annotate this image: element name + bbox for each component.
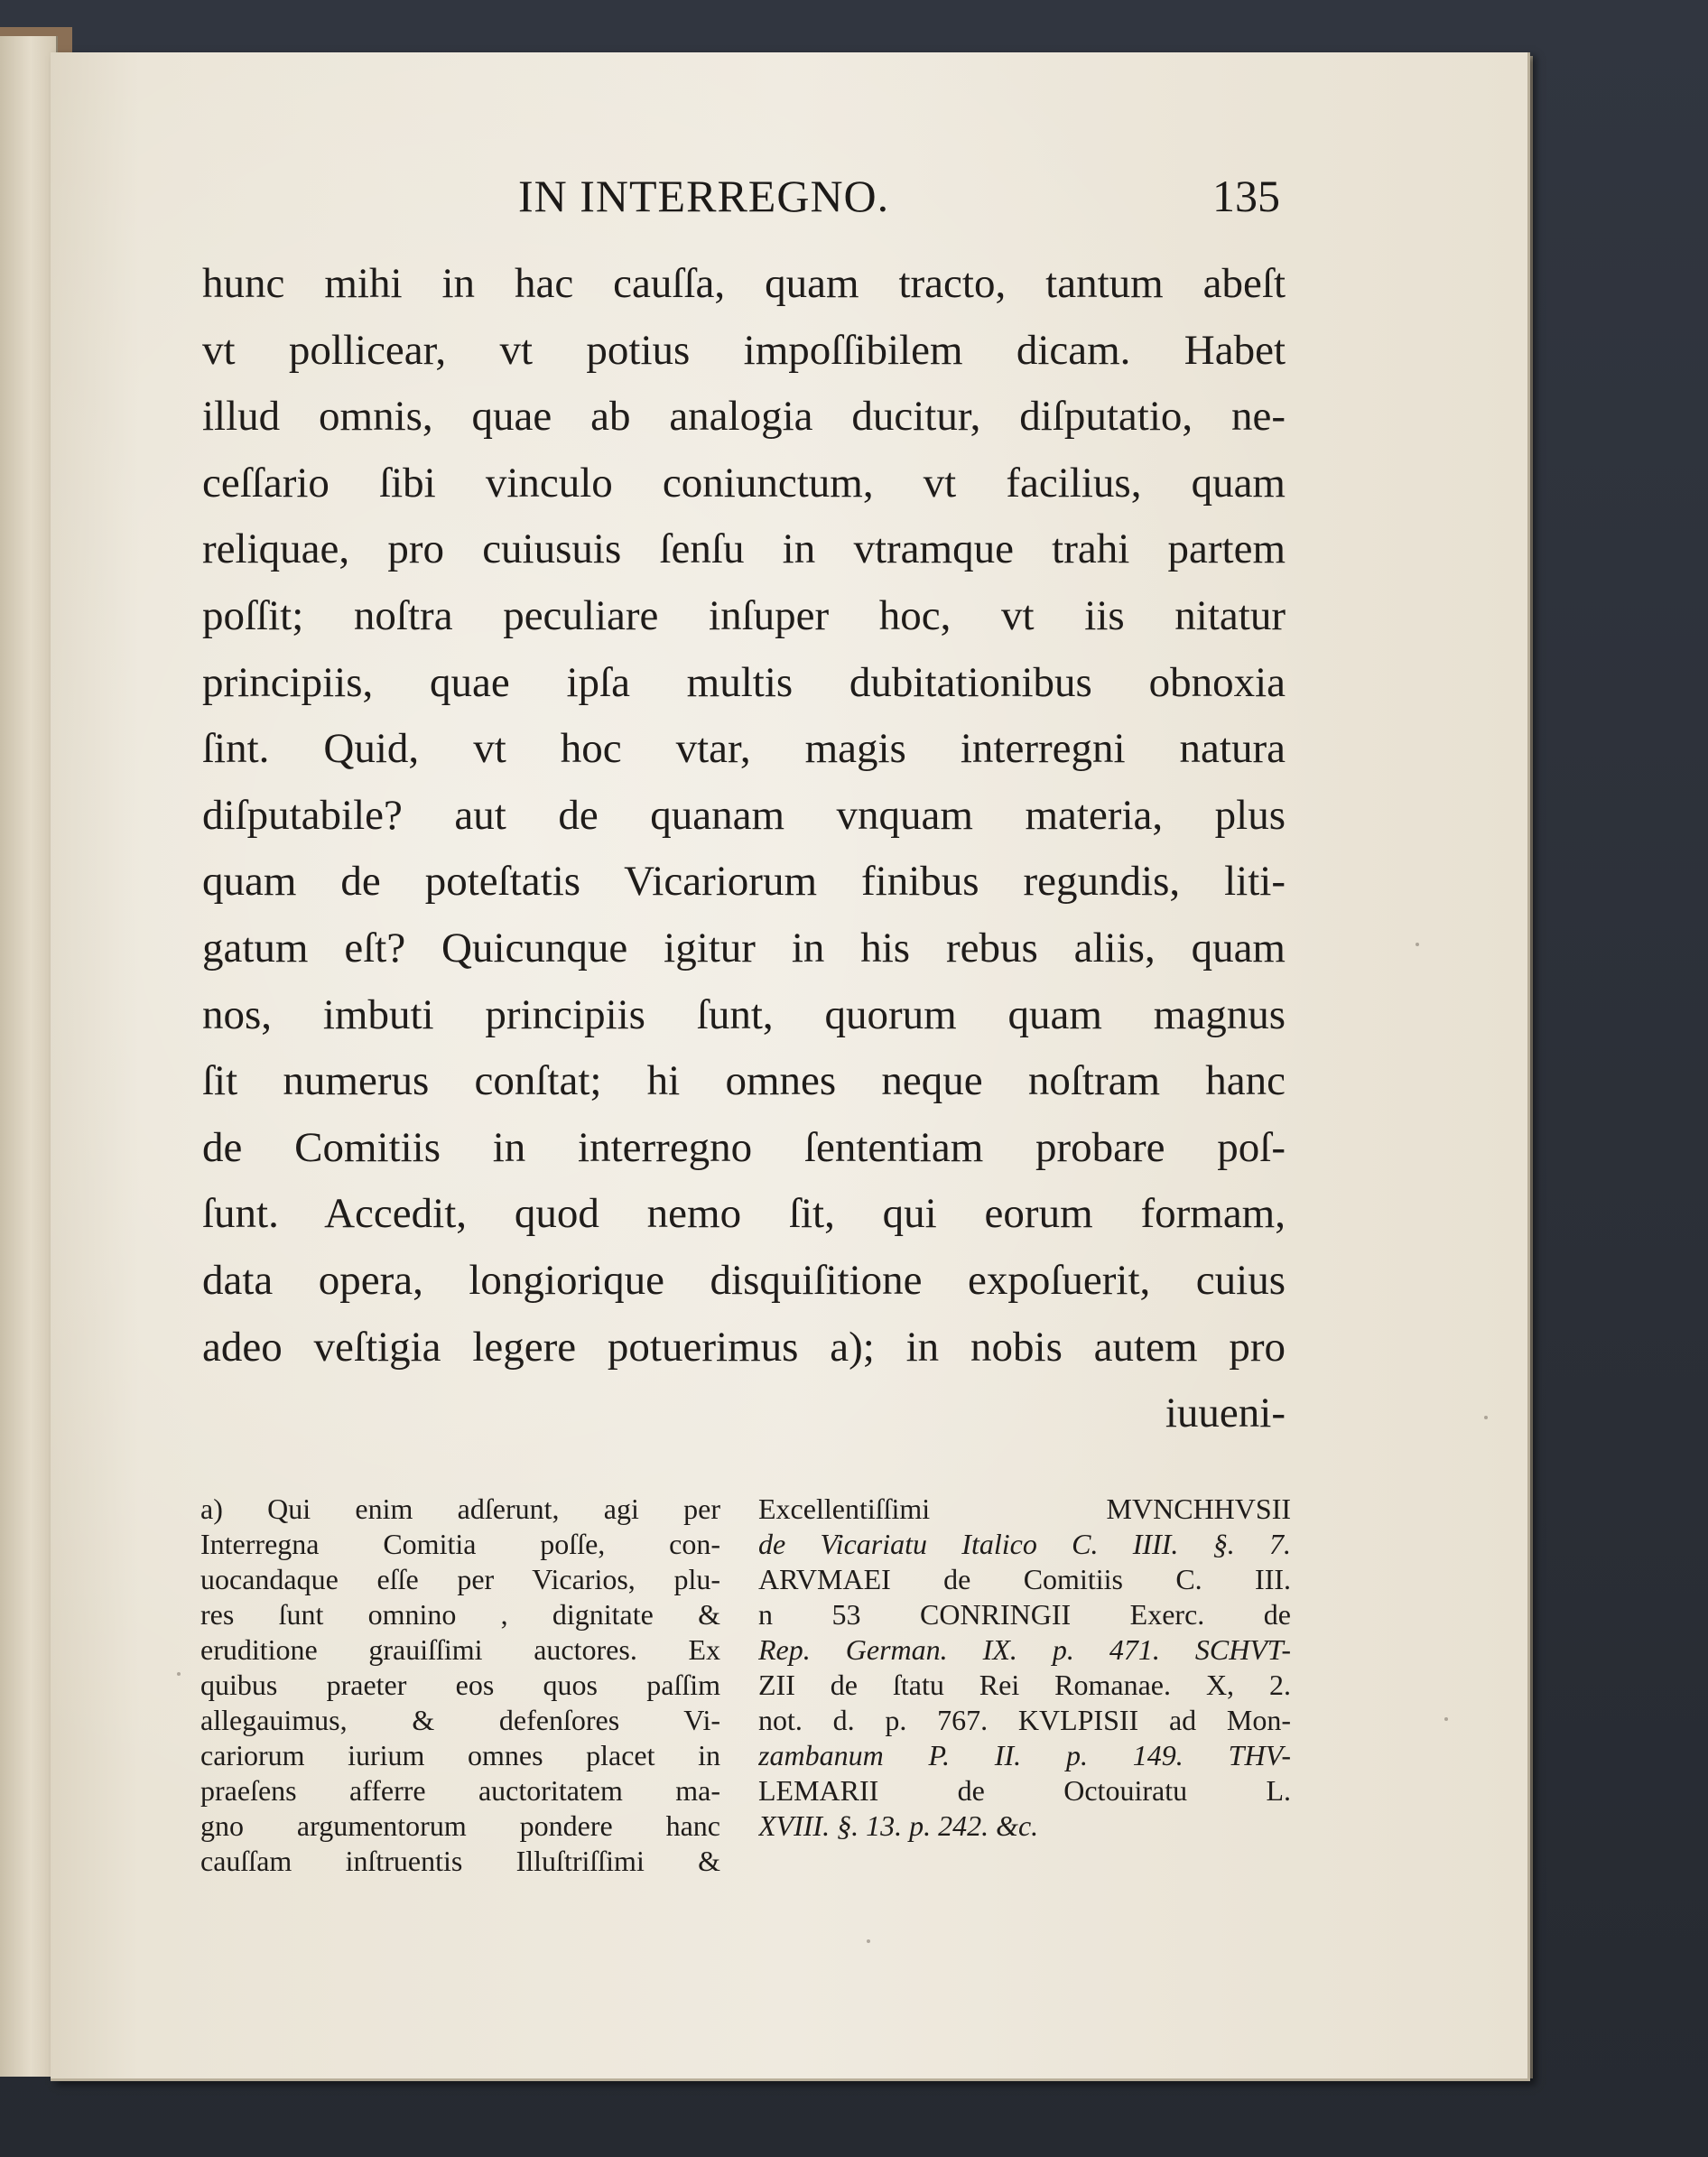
text-line: gatum eſt? Quicunque igitur in his rebus aliis, quam bbox=[202, 924, 1286, 972]
text-line: data opera, longiorique disquiſitione expoſuerit, cuius bbox=[202, 1256, 1286, 1304]
text-line: quam de poteſtatis Vicariorum finibus regundis, liti- bbox=[202, 858, 1286, 906]
footnote-line: ZII de ſtatu Rei Romanae. X, 2. bbox=[758, 1669, 1291, 1701]
catchword: iuueni- bbox=[1165, 1390, 1286, 1437]
text-line: ceſſario ſibi vinculo coniunctum, vt facilius, quam bbox=[202, 459, 1286, 507]
footnote-line: quibus praeter eos quos paſſim bbox=[200, 1669, 720, 1701]
paper-speck bbox=[1416, 943, 1419, 946]
text-line: hunc mihi in hac cauſſa, quam tracto, tantum abeſt bbox=[202, 260, 1286, 307]
previous-page-edge bbox=[0, 36, 58, 2077]
text-line: illud omnis, quae ab analogia ducitur, diſputatio, ne- bbox=[202, 393, 1286, 441]
footnote-line: gno argumentorum pondere hanc bbox=[200, 1809, 720, 1842]
footnote-line: Rep. German. IX. p. 471. SCHVT- bbox=[758, 1633, 1291, 1666]
text-line: ſit numerus conſtat; hi omnes neque noſtram hanc bbox=[202, 1057, 1286, 1105]
footnote-line: n 53 CONRINGII Exerc. de bbox=[758, 1598, 1291, 1631]
paper-speck bbox=[177, 1672, 181, 1676]
footnote-line: not. d. p. 767. KVLPISII ad Mon- bbox=[758, 1704, 1291, 1736]
footnote-line: de Vicariatu Italico C. IIII. §. 7. bbox=[758, 1528, 1291, 1560]
footnote-line: Interregna Comitia poſſe, con- bbox=[200, 1528, 720, 1560]
text-line: reliquae, pro cuiusuis ſenſu in vtramque trahi partem bbox=[202, 525, 1286, 573]
running-head: IN INTERREGNO. bbox=[518, 171, 890, 221]
text-line: diſputabile? aut de quanam vnquam materia, plus bbox=[202, 791, 1286, 839]
text-line: principiis, quae ipſa multis dubitationibus obnoxia bbox=[202, 658, 1286, 706]
text-line: nos, imbuti principiis ſunt, quorum quam magnus bbox=[202, 990, 1286, 1038]
footnote-line: cauſſam inſtruentis Illuſtriſſimi & bbox=[200, 1845, 720, 1877]
footnote-line: allegauimus, & defenſores Vi- bbox=[200, 1704, 720, 1736]
page-header bbox=[518, 170, 1295, 233]
text-line: vt pollicear, vt potius impoſſibilem dicam. Habet bbox=[202, 326, 1286, 374]
footnote-line: res ſunt omnino , dignitate & bbox=[200, 1598, 720, 1631]
footnote-line: XVIII. §. 13. p. 242. &c. bbox=[758, 1809, 1039, 1842]
footnote-line: zambanum P. II. p. 149. THV- bbox=[758, 1739, 1291, 1771]
footnote-line: uocandaque eſſe per Vicarios, plu- bbox=[200, 1563, 720, 1595]
page-number: 135 bbox=[1212, 171, 1280, 221]
footnote-line: eruditione grauiſſimi auctores. Ex bbox=[200, 1633, 720, 1666]
main-text-block bbox=[202, 251, 1286, 1447]
footnote-line: Excellentiſſimi MVNCHHVSII bbox=[758, 1492, 1291, 1525]
paper-speck bbox=[1484, 1416, 1488, 1419]
text-line: ſint. Quid, vt hoc vtar, magis interregni natura bbox=[202, 725, 1286, 773]
text-line: poſſit; noſtra peculiare inſuper hoc, vt iis nitatur bbox=[202, 591, 1286, 639]
footnote-line: cariorum iurium omnes placet in bbox=[200, 1739, 720, 1771]
paper-speck bbox=[1444, 1717, 1448, 1721]
footnote-line: ARVMAEI de Comitiis C. III. bbox=[758, 1563, 1291, 1595]
footnote-line: LEMARII de Octouiratu L. bbox=[758, 1774, 1291, 1807]
text-line: adeo veſtigia legere potuerimus a); in nobis autem pro bbox=[202, 1323, 1286, 1371]
footnote-line: a) Qui enim adſerunt, agi per bbox=[200, 1492, 720, 1525]
footnote-line: praeſens afferre auctoritatem ma- bbox=[200, 1774, 720, 1807]
text-line: de Comitiis in interregno ſententiam probare poſ- bbox=[202, 1123, 1286, 1171]
text-line: ſunt. Accedit, quod nemo ſit, qui eorum formam, bbox=[202, 1190, 1286, 1238]
footnote-column-right bbox=[758, 1492, 1291, 1844]
footnote-column-left bbox=[200, 1492, 720, 1879]
paper-speck bbox=[867, 1939, 870, 1943]
